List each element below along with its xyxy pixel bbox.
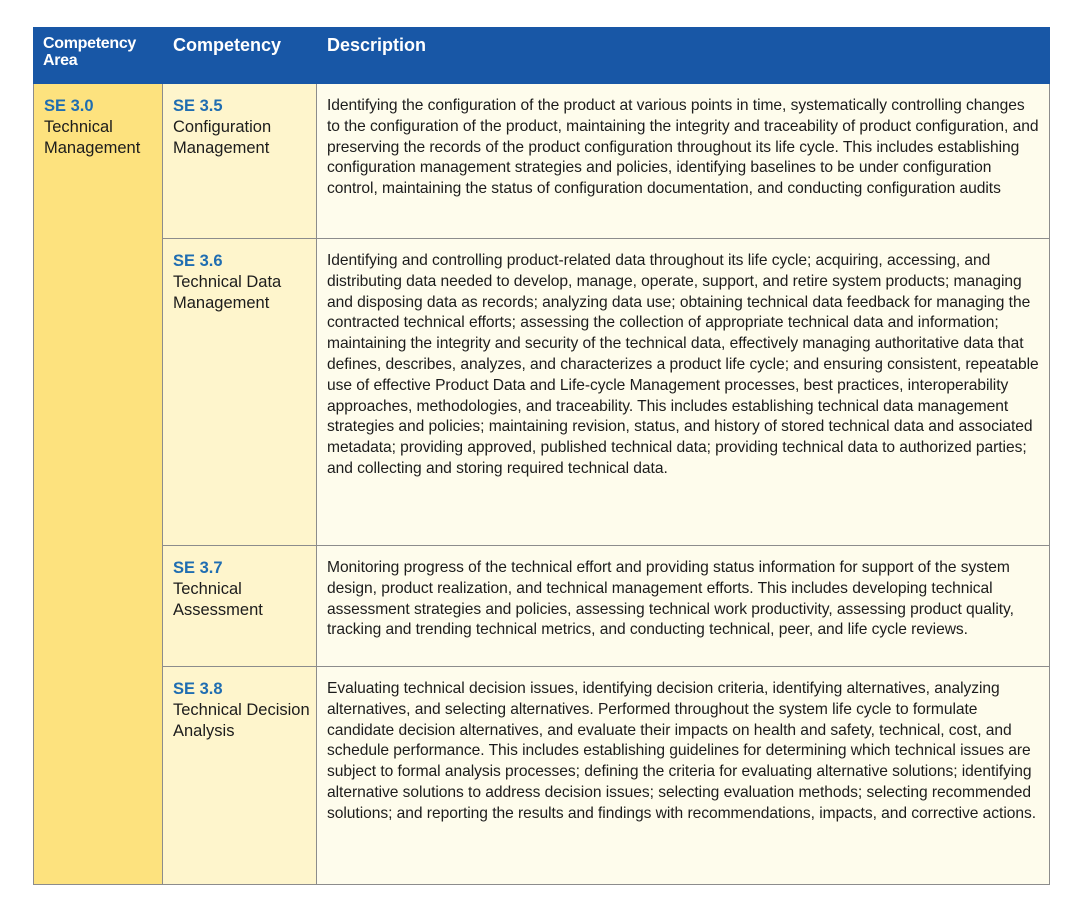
description-cell: Evaluating technical decision issues, identifying decision criteria, identifying alternatives, analyzing alternatives, and selecting alternatives. Performed throughout the system life cycle to formulate candidate decision alternatives, and evaluate their impacts on health and safety, technical, cost, and schedule performance. This includes establishing guidelines for determining which technical issues are subject to formal analysis processes; defining the criteria for evaluating alternative solutions; identifying alternative solutions to address decision issues; selecting evaluation methods; selecting recommended solutions; and reporting the results and findings with recommendations, impacts, and corrective actions. xyxy=(317,667,1050,885)
table-row xyxy=(34,667,1050,885)
competency-name: Technical Assessment xyxy=(173,580,263,619)
competency-cell xyxy=(163,84,317,239)
competency-name: Configuration Management xyxy=(173,118,272,157)
table-row xyxy=(34,546,1050,667)
competency-cell xyxy=(163,239,317,546)
competency-cell xyxy=(163,667,317,885)
competency-name: Technical Data Management xyxy=(173,273,282,312)
header-description: Description xyxy=(317,28,1050,84)
competency-code: SE 3.8 xyxy=(173,680,223,698)
description-cell: Identifying the configuration of the product at various points in time, systematically controlling changes to the configuration of the product, maintaining the integrity and traceability of product configuration, and preserving the records of the product configuration throughout its life cycle. This includes establishing configuration management strategies and policies, identifying baselines to be under configuration control, maintaining the status of configuration documentation, and conducting configuration audits xyxy=(317,84,1050,239)
table-row xyxy=(34,239,1050,546)
area-code: SE 3.0 xyxy=(44,97,94,115)
competency-code: SE 3.5 xyxy=(173,97,223,115)
table-body xyxy=(34,84,1050,885)
area-name: Technical Management xyxy=(44,118,141,157)
competency-name: Technical Decision Analysis xyxy=(173,701,310,740)
header-competency-area: Competency Area xyxy=(34,28,163,84)
competency-code: SE 3.6 xyxy=(173,252,223,270)
competency-table xyxy=(33,27,1050,885)
table-header xyxy=(34,28,1050,84)
competency-cell xyxy=(163,546,317,667)
table-row xyxy=(34,84,1050,239)
description-cell: Identifying and controlling product-related data throughout its life cycle; acquiring, accessing, and distributing data needed to develop, manage, operate, support, and retire system products; managing and disposing data as records; analyzing data use; obtaining technical data feedback for managing the contracted technical efforts; assessing the collection of appropriate technical data and information; maintaining the integrity and security of the technical data, effectively managing authoritative data that defines, describes, analyzes, and characterizes a product life cycle; and ensuring consistent, repeatable use of effective Product Data and Life-cycle Management processes, best practices, interoperability approaches, methodologies, and traceability. This includes establishing technical data management strategies and policies; maintaining revision, status, and history of stored technical data and associated metadata; providing approved, published technical data; providing technical data to authorized parties; and collecting and storing required technical data. xyxy=(317,239,1050,546)
description-cell: Monitoring progress of the technical effort and providing status information for support of the system design, product realization, and technical management efforts. This includes developing technical assessment strategies and policies, assessing technical work productivity, assessing product quality, tracking and trending technical metrics, and conducting technical, peer, and life cycle reviews. xyxy=(317,546,1050,667)
header-competency: Competency xyxy=(163,28,317,84)
competency-area-cell xyxy=(34,84,163,885)
competency-code: SE 3.7 xyxy=(173,559,223,577)
header-row xyxy=(34,28,1050,84)
